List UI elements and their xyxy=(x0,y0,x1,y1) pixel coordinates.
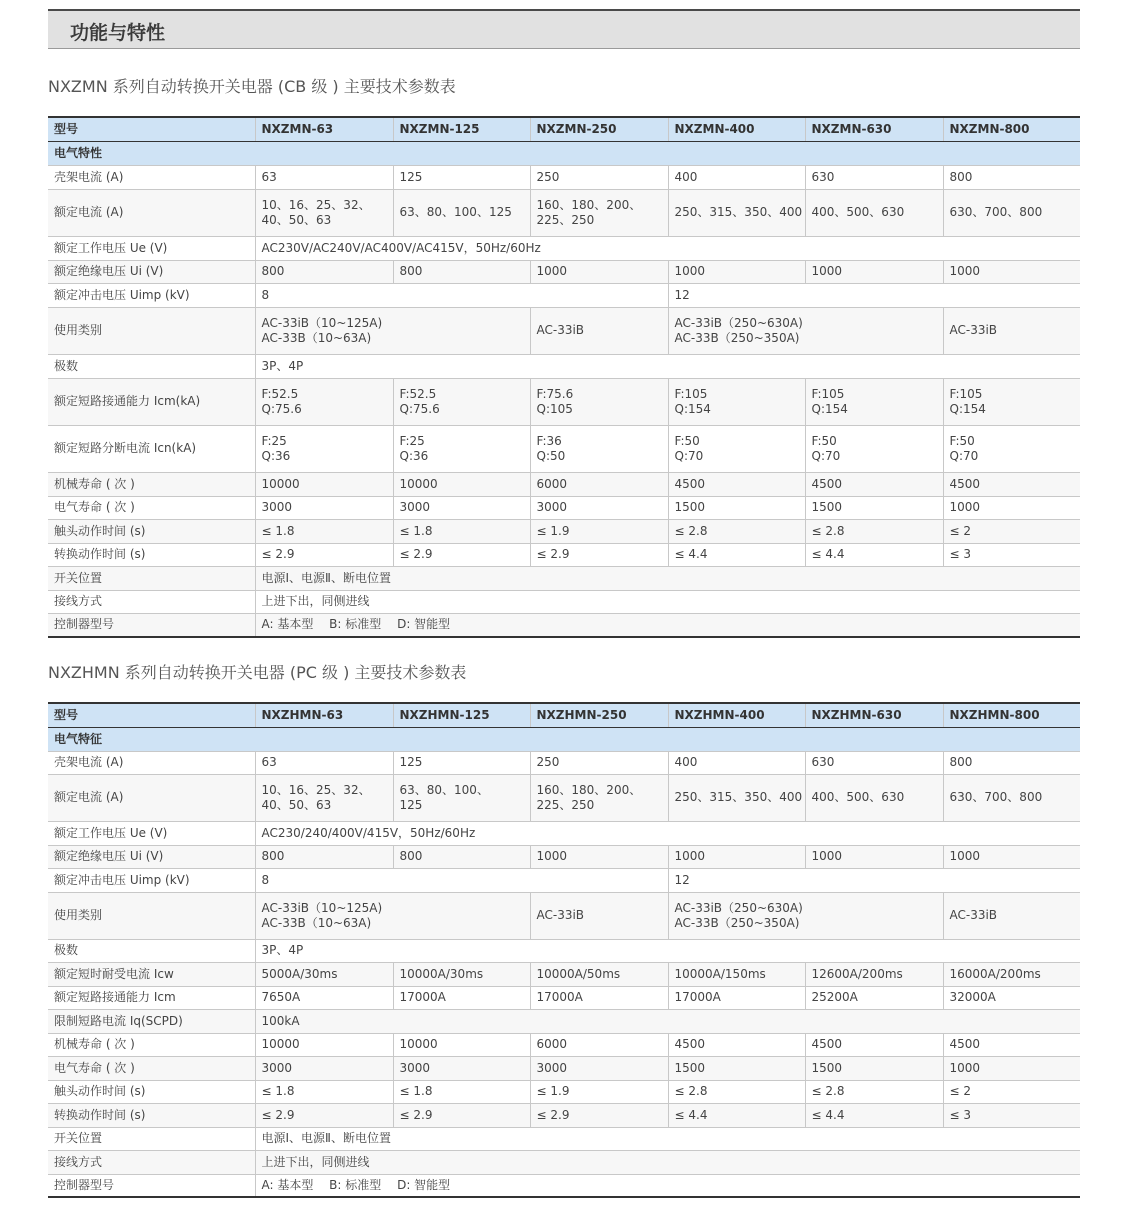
table-cell: 8 xyxy=(255,283,668,307)
table-cell: AC-33iB xyxy=(530,892,668,939)
table-cell: ≤ 2.8 xyxy=(805,1080,943,1103)
table-cell: 100kA xyxy=(255,1009,1080,1033)
cell-line: Q:154 xyxy=(811,401,848,416)
section-title: 功能与特性 xyxy=(70,22,166,44)
section-row-label: 电气特性 xyxy=(48,141,1080,165)
cell-line: Q:50 xyxy=(536,448,566,463)
row-label: 使用类别 xyxy=(48,892,255,939)
table-cell xyxy=(530,425,668,472)
table-cell: 12600A/200ms xyxy=(805,962,943,986)
table-row xyxy=(48,774,1080,821)
table-cell: 3000 xyxy=(255,1056,393,1080)
table-cell: 6000 xyxy=(530,1033,668,1056)
table-cell: ≤ 2 xyxy=(943,1080,1080,1103)
cell-line: 40、50、63 xyxy=(261,797,332,812)
cell-line: Q:70 xyxy=(811,448,841,463)
table-cell xyxy=(393,378,530,425)
row-label: 额定电流 (A) xyxy=(48,189,255,236)
table-cell: ≤ 2.8 xyxy=(668,1080,805,1103)
table-cell: 1500 xyxy=(805,1056,943,1080)
table-cell xyxy=(668,307,943,354)
table-cell: 1000 xyxy=(530,260,668,283)
table-row xyxy=(48,1009,1080,1033)
table-cell: 400 xyxy=(668,751,805,774)
row-label: 电气寿命 ( 次 ) xyxy=(48,496,255,519)
cell-line: 40、50、63 xyxy=(261,212,332,227)
table-row xyxy=(48,283,1080,307)
table-cell: 125 xyxy=(393,751,530,774)
table-cell: 1000 xyxy=(530,845,668,868)
table-cell xyxy=(668,892,943,939)
table-cell: 630 xyxy=(805,165,943,189)
row-label: 额定冲击电压 Uimp (kV) xyxy=(48,868,255,892)
column-header-nxzhmn-250: NXZHMN-250 xyxy=(530,703,668,727)
table-cell: 16000A/200ms xyxy=(943,962,1080,986)
table-cell xyxy=(943,378,1080,425)
row-label: 壳架电流 (A) xyxy=(48,165,255,189)
cell-line: 10、16、25、32、 xyxy=(261,782,371,797)
table-cell: ≤ 1.8 xyxy=(255,519,393,543)
table-cell: 1000 xyxy=(805,845,943,868)
table-cell xyxy=(255,189,393,236)
column-header-model: 型号 xyxy=(48,703,255,727)
cell-line: Q:70 xyxy=(674,448,704,463)
table-cell: 630 xyxy=(805,751,943,774)
table-cell: 4500 xyxy=(668,472,805,496)
section-header xyxy=(48,9,1080,49)
column-header-nxzmn-250: NXZMN-250 xyxy=(530,117,668,141)
row-label: 触头动作时间 (s) xyxy=(48,519,255,543)
table-cell: 1500 xyxy=(668,496,805,519)
table-cell: A: 基本型 B: 标准型 D: 智能型 xyxy=(255,1174,1080,1197)
table-cell: ≤ 1.8 xyxy=(393,1080,530,1103)
row-label: 额定工作电压 Ue (V) xyxy=(48,821,255,845)
table-cell xyxy=(255,774,393,821)
table-cell: 10000 xyxy=(255,1033,393,1056)
table-cell: 3P、4P xyxy=(255,354,1080,378)
cell-line: Q:154 xyxy=(674,401,711,416)
table-cell: ≤ 2.9 xyxy=(393,543,530,566)
cell-line: 160、180、200、 xyxy=(536,782,642,797)
row-label: 机械寿命 ( 次 ) xyxy=(48,1033,255,1056)
table-cell: ≤ 4.4 xyxy=(805,1103,943,1127)
table-cell: AC230V/AC240V/AC400V/AC415V，50Hz/60Hz xyxy=(255,236,1080,260)
row-label: 额定工作电压 Ue (V) xyxy=(48,236,255,260)
cell-line: F:52.5 xyxy=(261,386,299,401)
table-cell: 17000A xyxy=(668,986,805,1009)
table-cell: 250、315、350、400 xyxy=(668,189,805,236)
table-cell: 7650A xyxy=(255,986,393,1009)
table-cell xyxy=(668,425,805,472)
cell-line: Q:154 xyxy=(949,401,986,416)
table-cell: 4500 xyxy=(805,1033,943,1056)
table-cell: 250 xyxy=(530,165,668,189)
column-header-nxzhmn-125: NXZHMN-125 xyxy=(393,703,530,727)
table-cell: ≤ 4.4 xyxy=(805,543,943,566)
row-label: 额定冲击电压 Uimp (kV) xyxy=(48,283,255,307)
table-cell: ≤ 4.4 xyxy=(668,543,805,566)
row-label: 使用类别 xyxy=(48,307,255,354)
row-label: 极数 xyxy=(48,354,255,378)
table-cell xyxy=(530,378,668,425)
column-header-nxzhmn-400: NXZHMN-400 xyxy=(668,703,805,727)
row-label: 额定短路接通能力 Icm(kA) xyxy=(48,378,255,425)
table-row xyxy=(48,892,1080,939)
table-cell: 250 xyxy=(530,751,668,774)
cell-line: AC-33B（10~63A) xyxy=(261,915,372,930)
table-cell xyxy=(805,425,943,472)
table-cell: 4500 xyxy=(668,1033,805,1056)
spec-table-cb xyxy=(48,116,1080,638)
table-row xyxy=(48,1127,1080,1150)
table-row xyxy=(48,472,1080,496)
cell-line: AC-33iB（10~125A) xyxy=(261,315,383,330)
cell-line: AC-33B（250~350A) xyxy=(674,330,800,345)
table2-title: NXZHMN 系列自动转换开关电器 (PC 级 ) 主要技术参数表 xyxy=(48,663,467,682)
cell-line: AC-33iB（250~630A) xyxy=(674,900,803,915)
table-cell: ≤ 3 xyxy=(943,543,1080,566)
table-cell: ≤ 1.8 xyxy=(393,519,530,543)
table-cell: ≤ 2.9 xyxy=(255,1103,393,1127)
cell-line: F:50 xyxy=(949,433,975,448)
table-row xyxy=(48,939,1080,962)
table-cell: 10000 xyxy=(393,472,530,496)
table-row xyxy=(48,821,1080,845)
row-label: 限制短路电流 Iq(SCPD) xyxy=(48,1009,255,1033)
table-cell: 1000 xyxy=(668,845,805,868)
row-label: 转换动作时间 (s) xyxy=(48,1103,255,1127)
cell-line: 125 xyxy=(399,797,423,812)
table-row xyxy=(48,378,1080,425)
table-cell: 800 xyxy=(393,260,530,283)
table-cell: 3000 xyxy=(530,496,668,519)
table-cell: 800 xyxy=(255,260,393,283)
table-cell: 上进下出，同侧进线 xyxy=(255,1150,1080,1174)
table-cell: 17000A xyxy=(393,986,530,1009)
cell-line: F:25 xyxy=(261,433,287,448)
table-cell: 4500 xyxy=(943,1033,1080,1056)
column-header-nxzhmn-630: NXZHMN-630 xyxy=(805,703,943,727)
row-label: 壳架电流 (A) xyxy=(48,751,255,774)
table-cell: ≤ 2.9 xyxy=(530,1103,668,1127)
table-cell: 1000 xyxy=(668,260,805,283)
cell-line: Q:36 xyxy=(399,448,429,463)
row-label: 开关位置 xyxy=(48,1127,255,1150)
table-cell: ≤ 2.9 xyxy=(393,1103,530,1127)
table-cell: 8 xyxy=(255,868,668,892)
table-row xyxy=(48,354,1080,378)
table-row xyxy=(48,1033,1080,1056)
cell-line: AC-33iB（10~125A) xyxy=(261,900,383,915)
table-row xyxy=(48,962,1080,986)
cell-line: AC-33B（10~63A) xyxy=(261,330,372,345)
table-cell: 800 xyxy=(393,845,530,868)
row-label: 额定电流 (A) xyxy=(48,774,255,821)
table-cell xyxy=(255,378,393,425)
table-row xyxy=(48,613,1080,637)
table-cell: AC-33iB xyxy=(530,307,668,354)
table-cell: 电源Ⅰ、电源Ⅱ、断电位置 xyxy=(255,1127,1080,1150)
table-cell: 10000A/150ms xyxy=(668,962,805,986)
table-cell: ≤ 1.9 xyxy=(530,1080,668,1103)
table-cell: AC-33iB xyxy=(943,307,1080,354)
row-label: 转换动作时间 (s) xyxy=(48,543,255,566)
table-row xyxy=(48,845,1080,868)
row-label: 额定短路接通能力 Icm xyxy=(48,986,255,1009)
cell-line: F:75.6 xyxy=(536,386,574,401)
table-cell: ≤ 1.8 xyxy=(255,1080,393,1103)
cell-line: F:105 xyxy=(949,386,983,401)
table-cell: 32000A xyxy=(943,986,1080,1009)
table-row xyxy=(48,1174,1080,1197)
table-cell: ≤ 2.9 xyxy=(255,543,393,566)
table-cell: 400、500、630 xyxy=(805,189,943,236)
table-row xyxy=(48,868,1080,892)
row-label: 接线方式 xyxy=(48,1150,255,1174)
table-row xyxy=(48,260,1080,283)
table-cell: 630、700、800 xyxy=(943,774,1080,821)
table-cell xyxy=(393,425,530,472)
table-cell: 10000 xyxy=(393,1033,530,1056)
cell-line: 63、80、100、 xyxy=(399,782,489,797)
table-cell: 800 xyxy=(255,845,393,868)
table-row xyxy=(48,189,1080,236)
table-row xyxy=(48,425,1080,472)
cell-line: Q:70 xyxy=(949,448,979,463)
table-cell xyxy=(530,774,668,821)
table-cell: 10000A/30ms xyxy=(393,962,530,986)
table-row xyxy=(48,165,1080,189)
table-cell xyxy=(530,189,668,236)
table-row xyxy=(48,519,1080,543)
row-label: 机械寿命 ( 次 ) xyxy=(48,472,255,496)
table-cell: 400、500、630 xyxy=(805,774,943,821)
table-cell: 1500 xyxy=(805,496,943,519)
table-cell: 800 xyxy=(943,165,1080,189)
row-label: 极数 xyxy=(48,939,255,962)
column-header-nxzmn-400: NXZMN-400 xyxy=(668,117,805,141)
table-cell: 3000 xyxy=(530,1056,668,1080)
table-cell: 12 xyxy=(668,868,1080,892)
table-row xyxy=(48,1150,1080,1174)
cell-line: 225、250 xyxy=(536,797,595,812)
table-cell: 63、80、100、125 xyxy=(393,189,530,236)
column-header-model: 型号 xyxy=(48,117,255,141)
table-cell: 17000A xyxy=(530,986,668,1009)
table-cell: 1000 xyxy=(805,260,943,283)
table-cell: ≤ 2.8 xyxy=(805,519,943,543)
table-cell xyxy=(943,425,1080,472)
table-cell: 电源Ⅰ、电源Ⅱ、断电位置 xyxy=(255,566,1080,590)
table-cell: 1000 xyxy=(943,1056,1080,1080)
column-header-nxzhmn-800: NXZHMN-800 xyxy=(943,703,1080,727)
row-label: 开关位置 xyxy=(48,566,255,590)
table-cell: 25200A xyxy=(805,986,943,1009)
table-cell xyxy=(255,307,530,354)
table-cell: 4500 xyxy=(943,472,1080,496)
cell-line: AC-33iB（250~630A) xyxy=(674,315,803,330)
table-cell xyxy=(393,774,530,821)
cell-line: F:50 xyxy=(811,433,837,448)
table-cell: ≤ 2 xyxy=(943,519,1080,543)
table-cell: A: 基本型 B: 标准型 D: 智能型 xyxy=(255,613,1080,637)
table-cell: 1000 xyxy=(943,845,1080,868)
cell-line: Q:75.6 xyxy=(261,401,302,416)
column-header-nxzmn-63: NXZMN-63 xyxy=(255,117,393,141)
table-cell: 1500 xyxy=(668,1056,805,1080)
row-label: 额定绝缘电压 Ui (V) xyxy=(48,260,255,283)
table-row xyxy=(48,1080,1080,1103)
table-row xyxy=(48,986,1080,1009)
cell-line: F:36 xyxy=(536,433,562,448)
cell-line: Q:36 xyxy=(261,448,291,463)
cell-line: F:105 xyxy=(674,386,708,401)
table-cell: 1000 xyxy=(943,496,1080,519)
table-cell: 800 xyxy=(943,751,1080,774)
cell-line: F:25 xyxy=(399,433,425,448)
column-header-nxzmn-800: NXZMN-800 xyxy=(943,117,1080,141)
table-cell: 6000 xyxy=(530,472,668,496)
table-row xyxy=(48,307,1080,354)
table-cell: 3000 xyxy=(393,496,530,519)
table-row xyxy=(48,1103,1080,1127)
row-label: 额定绝缘电压 Ui (V) xyxy=(48,845,255,868)
table-cell: 630、700、800 xyxy=(943,189,1080,236)
table-row xyxy=(48,496,1080,519)
table-cell: ≤ 2.9 xyxy=(530,543,668,566)
table-cell: 400 xyxy=(668,165,805,189)
table-cell: 250、315、350、400 xyxy=(668,774,805,821)
table-cell: 3000 xyxy=(255,496,393,519)
column-header-nxzmn-630: NXZMN-630 xyxy=(805,117,943,141)
cell-line: 160、180、200、 xyxy=(536,197,642,212)
table-cell: ≤ 1.9 xyxy=(530,519,668,543)
row-label: 控制器型号 xyxy=(48,1174,255,1197)
column-header-nxzmn-125: NXZMN-125 xyxy=(393,117,530,141)
table-cell: ≤ 2.8 xyxy=(668,519,805,543)
row-label: 控制器型号 xyxy=(48,613,255,637)
table1-title: NXZMN 系列自动转换开关电器 (CB 级 ) 主要技术参数表 xyxy=(48,77,456,96)
table-cell: 4500 xyxy=(805,472,943,496)
table-cell: 3P、4P xyxy=(255,939,1080,962)
table-row xyxy=(48,1056,1080,1080)
row-label: 触头动作时间 (s) xyxy=(48,1080,255,1103)
table-cell: 5000A/30ms xyxy=(255,962,393,986)
table-cell: AC230/240/400V/415V，50Hz/60Hz xyxy=(255,821,1080,845)
column-header-nxzhmn-63: NXZHMN-63 xyxy=(255,703,393,727)
table-row xyxy=(48,590,1080,613)
table-cell: 1000 xyxy=(943,260,1080,283)
table-row xyxy=(48,751,1080,774)
table-cell: 10000 xyxy=(255,472,393,496)
table-row xyxy=(48,236,1080,260)
table-cell: 10000A/50ms xyxy=(530,962,668,986)
table-cell: ≤ 4.4 xyxy=(668,1103,805,1127)
table-row xyxy=(48,566,1080,590)
section-row-label: 电气特征 xyxy=(48,727,1080,751)
cell-line: 10、16、25、32、 xyxy=(261,197,371,212)
table-cell: 上进下出，同侧进线 xyxy=(255,590,1080,613)
spec-table-pc xyxy=(48,702,1080,1198)
table-cell: 3000 xyxy=(393,1056,530,1080)
table-cell: 63 xyxy=(255,165,393,189)
table-cell: 12 xyxy=(668,283,1080,307)
cell-line: F:105 xyxy=(811,386,845,401)
row-label: 接线方式 xyxy=(48,590,255,613)
table-cell xyxy=(668,378,805,425)
row-label: 额定短路分断电流 Icn(kA) xyxy=(48,425,255,472)
table-cell: ≤ 3 xyxy=(943,1103,1080,1127)
table-cell: 125 xyxy=(393,165,530,189)
row-label: 电气寿命 ( 次 ) xyxy=(48,1056,255,1080)
table-cell: AC-33iB xyxy=(943,892,1080,939)
table-row xyxy=(48,543,1080,566)
cell-line: AC-33B（250~350A) xyxy=(674,915,800,930)
cell-line: Q:75.6 xyxy=(399,401,440,416)
table-cell xyxy=(805,378,943,425)
table-cell: 63 xyxy=(255,751,393,774)
table-cell xyxy=(255,425,393,472)
cell-line: F:50 xyxy=(674,433,700,448)
cell-line: Q:105 xyxy=(536,401,573,416)
cell-line: F:52.5 xyxy=(399,386,437,401)
row-label: 额定短时耐受电流 Icw xyxy=(48,962,255,986)
table-cell xyxy=(255,892,530,939)
cell-line: 225、250 xyxy=(536,212,595,227)
